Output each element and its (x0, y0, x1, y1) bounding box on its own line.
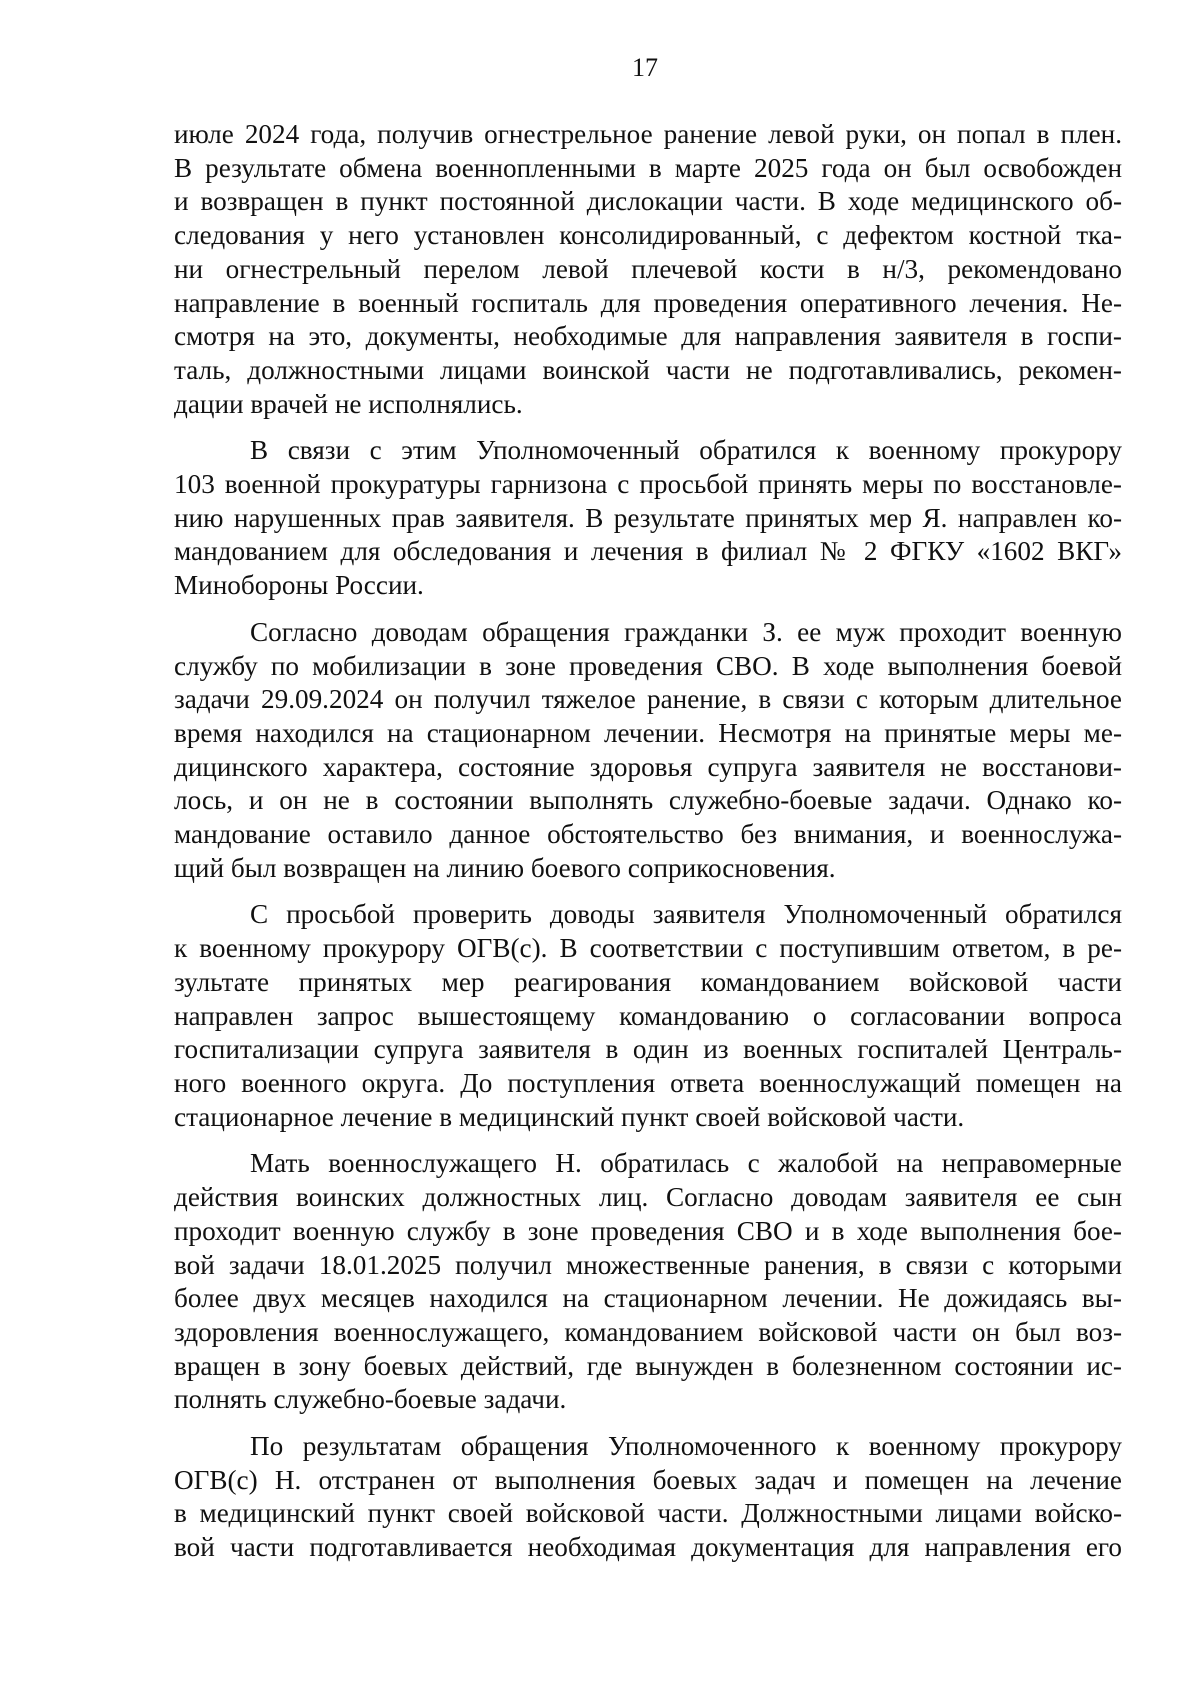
text-line: Минобороны России. (174, 570, 424, 601)
paragraph (174, 898, 1122, 1134)
text-line: в медицинский пункт своей войсковой части. Должностными лицами войско- (174, 1498, 1122, 1529)
text-line: вой части подготавливается необходимая документация для направления его (174, 1532, 1122, 1563)
text-line: В результате обмена военнопленными в марте 2025 года он был освобожден (174, 152, 1122, 183)
page-number: 17 (632, 53, 658, 82)
text-line: По результатам обращения Уполномоченного к военному прокурору (250, 1431, 1122, 1462)
paragraph (174, 434, 1122, 603)
text-line: дицинского характера, состояние здоровья супруга заявителя не восстанови- (174, 751, 1122, 782)
text-line: вой задачи 18.01.2025 получил множественные ранения, в связи с которыми (174, 1249, 1122, 1280)
text-line: Мать военнослужащего Н. обратилась с жалобой на неправомерные (250, 1148, 1122, 1179)
text-line: щий был возвращен на линию боевого соприкосновения. (174, 852, 836, 883)
text-line: зультате принятых мер реагирования командованием войсковой части (174, 966, 1122, 997)
text-line: мандованием для обследования и лечения в филиал № 2 ФГКУ «1602 ВКГ» (174, 536, 1122, 567)
paragraph (174, 1430, 1122, 1565)
text-line: ни огнестрельный перелом левой плечевой кости в н/3, рекомендовано (174, 253, 1122, 284)
text-line: вращен в зону боевых действий, где вынужден в болезненном состоянии ис- (174, 1350, 1122, 1381)
text-line: 103 военной прокуратуры гарнизона с просьбой принять меры по восстановле- (174, 469, 1122, 500)
text-line: время находился на стационарном лечении. Несмотря на принятые меры ме- (174, 717, 1122, 748)
text-line: стационарное лечение в медицинский пункт своей войсковой части. (174, 1101, 965, 1132)
text-line: В связи с этим Уполномоченный обратился к военному прокурору (250, 435, 1122, 466)
text-line: следования у него установлен консолидированный, с дефектом костной тка- (174, 220, 1122, 251)
text-line: нию нарушенных прав заявителя. В результате принятых мер Я. направлен ко- (174, 502, 1122, 533)
text-line: таль, должностными лицами воинской части не подготавливались, рекомен- (174, 354, 1122, 385)
text-line: проходит военную службу в зоне проведения СВО и в ходе выполнения бое- (174, 1215, 1122, 1246)
body-text (174, 118, 1122, 1578)
text-line: мандование оставило данное обстоятельство без внимания, и военнослужа- (174, 819, 1122, 850)
text-line: лось, и он не в состоянии выполнять служебно-боевые задачи. Однако ко- (174, 785, 1122, 816)
text-line: направлен запрос вышестоящему командованию о согласовании вопроса (174, 1000, 1122, 1031)
paragraph (174, 616, 1122, 886)
paragraph (174, 118, 1122, 421)
text-line: направление в военный госпиталь для проведения оперативного лечения. Не- (174, 287, 1122, 318)
text-line: здоровления военнослужащего, командованием войсковой части он был воз- (174, 1316, 1122, 1347)
paragraph (174, 1147, 1122, 1417)
text-line: госпитализации супруга заявителя в один из военных госпиталей Централь- (174, 1034, 1122, 1065)
text-line: Согласно доводам обращения гражданки З. ее муж проходит военную (250, 616, 1122, 647)
text-line: и возвращен в пункт постоянной дислокации части. В ходе медицинского об- (174, 186, 1122, 217)
text-line: более двух месяцев находился на стационарном лечении. Не дожидаясь вы- (174, 1283, 1122, 1314)
text-line: полнять служебно-боевые задачи. (174, 1384, 567, 1415)
text-line: С просьбой проверить доводы заявителя Уполномоченный обратился (250, 899, 1122, 930)
text-line: дации врачей не исполнялись. (174, 388, 523, 419)
text-line: к военному прокурору ОГВ(с). В соответствии с поступившим ответом, в ре- (174, 933, 1122, 964)
text-line: действия воинских должностных лиц. Согласно доводам заявителя ее сын (174, 1182, 1122, 1213)
text-line: службу по мобилизации в зоне проведения СВО. В ходе выполнения боевой (174, 650, 1122, 681)
text-line: задачи 29.09.2024 он получил тяжелое ранение, в связи с которым длительное (174, 684, 1122, 715)
text-line: смотря на это, документы, необходимые для направления заявителя в госпи- (174, 321, 1122, 352)
text-line: ного военного округа. До поступления ответа военнослужащий помещен на (174, 1067, 1122, 1098)
text-line: июле 2024 года, получив огнестрельное ранение левой руки, он попал в плен. (174, 119, 1122, 149)
text-line: ОГВ(с) Н. отстранен от выполнения боевых задач и помещен на лечение (174, 1464, 1122, 1495)
